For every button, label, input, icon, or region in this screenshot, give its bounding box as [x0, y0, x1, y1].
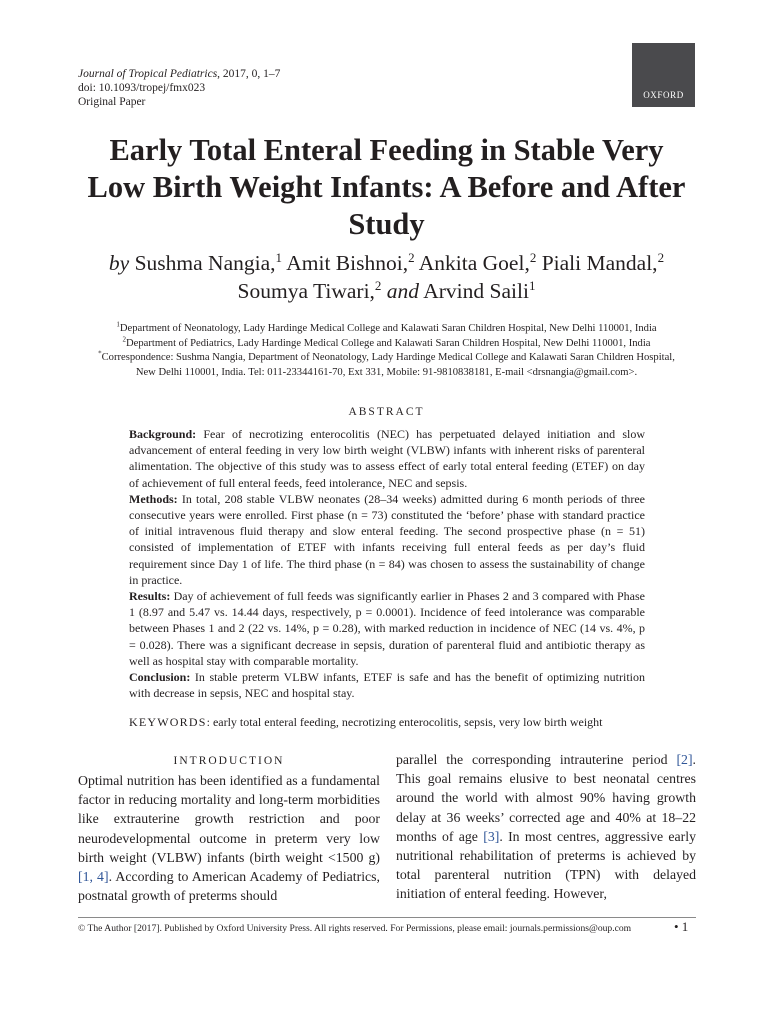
author-affil-sup: 2	[529, 249, 537, 265]
keywords-text: : early total enteral feeding, necrotizing enterocolitis, sepsis, very low birth weight	[206, 715, 603, 729]
affiliation-sup: 1	[116, 320, 120, 329]
journal-volume: , 2017, 0, 1–7	[217, 68, 281, 80]
author-name: Piali Mandal,	[536, 251, 658, 275]
abstract-conclusion	[129, 669, 645, 701]
abstract-body	[129, 426, 645, 701]
keywords	[129, 715, 649, 730]
citation-link[interactable]: [2]	[676, 752, 693, 767]
author-name: Amit Bishnoi,	[282, 251, 409, 275]
affiliation-text: Department of Pediatrics, Lady Hardinge Medical College and Kalawati Saran Children Hospital, New Delhi 110001, India	[126, 337, 651, 349]
copyright-notice: © The Author [2017]. Published by Oxford University Press. All rights reserved. For Permissions, please email: journals.permissions@oup.com	[78, 923, 632, 934]
citation-link[interactable]: [1, 4]	[78, 869, 109, 885]
keywords-label: KEYWORDS	[129, 715, 207, 729]
abstract-heading: ABSTRACT	[348, 406, 425, 418]
author-and: and	[386, 279, 420, 303]
author-name: Soumya Tiwari,	[237, 279, 375, 303]
body-column-left	[78, 771, 380, 905]
author-list	[78, 249, 695, 305]
affiliation-text: Department of Neonatology, Lady Hardinge Medical College and Kalawati Saran Children Hospital, New Delhi 110001, India	[119, 323, 657, 334]
journal-meta	[78, 67, 280, 109]
author-name: Sushma Nangia,	[134, 251, 276, 275]
author-affil-sup: 2	[374, 277, 382, 293]
journal-citation	[78, 67, 280, 81]
author-affil-sup: 1	[275, 249, 283, 265]
body-text: . According to American Academy of Pediatrics, postnatal growth of preterms should	[78, 869, 380, 904]
journal-name: Journal of Tropical Pediatrics	[78, 68, 218, 80]
body-paragraph	[78, 771, 380, 905]
affiliation-2	[95, 334, 678, 352]
author-name: Arvind Saili	[419, 279, 529, 303]
abstract-results	[129, 588, 645, 669]
introduction-heading: INTRODUCTION	[173, 755, 285, 767]
correspondence-text: Correspondence: Sushma Nangia, Department of Neonatology, Lady Hardinge Medical College and Kalawati Saran Children Hospital, New Delhi 110001, India. Tel: 011-23344161-70, Ext 331, Mobile: 91-9810838181, E-mail <drsnangia@gmail.com>.	[101, 352, 675, 378]
abstract-section-text: Fear of necrotizing enterocolitis (NEC) has perpetuated delayed initiation and slow advancement of enteral feeding in very low birth weight (VLBW) infants with inherent risks of parenteral alimentation. The objective of this study was to assess effect of early total enteral feeding (ETEF) on day of achievement of full enteral feeds, feed intolerance, NEC and sepsis.	[129, 427, 645, 490]
abstract-section-label: Conclusion:	[129, 670, 191, 685]
publisher-logo-text: OXFORD	[643, 90, 684, 100]
abstract-background	[129, 426, 645, 491]
author-name: Ankita Goel,	[414, 251, 530, 275]
doi: doi: 10.1093/tropej/fmx023	[78, 82, 206, 94]
body-text: . In most centres, aggressive early nutritional rehabilitation of preterms is achieved by total parenteral nutrition (TPN) with delayed initiation of enteral feeding. However,	[396, 828, 696, 902]
author-affil-sup: 2	[657, 249, 665, 265]
affiliation-sup: 2	[122, 334, 127, 343]
page-number: • 1	[674, 919, 689, 934]
paper-title: Early Total Enteral Feeding in Stable Very Low Birth Weight Infants: A Before and After Study	[87, 133, 686, 241]
author-line-2	[78, 277, 695, 305]
abstract-section-text: Day of achievement of full feeds was significantly earlier in Phases 2 and 3 compared with Phase 1 (8.97 and 5.47 vs. 14.44 days, respectively, p = 0.0001). Incidence of feed intolerance was comparable between Phases 1 and 2 (22 vs. 14%, p = 0.28), with marked reduction in incidence of NEC (14 vs. 4%, p = 0.028). There was a significant decrease in sepsis, duration of parenteral fluid and antibiotic therapy as well as hospital stay with comparable mortality.	[129, 589, 645, 668]
citation-link[interactable]: [3]	[483, 828, 500, 844]
affiliation-1	[95, 322, 678, 337]
author-by: by	[108, 251, 130, 275]
footer-divider	[78, 917, 696, 918]
body-column-right	[396, 750, 696, 904]
publisher-logo	[632, 43, 695, 107]
body-paragraph	[396, 750, 696, 904]
body-text: . This goal remains elusive to best neonatal centres around the world with almost 90% having growth delay at 36 weeks’ corrected age and 40% at 18–22 months of age	[396, 752, 696, 844]
correspondence-sup: *	[98, 349, 102, 358]
abstract-section-text: In stable preterm VLBW infants, ETEF is safe and has the benefit of optimizing nutrition with decrease in sepsis, NEC and hospital stay.	[129, 670, 645, 701]
abstract-section-label: Results:	[129, 589, 171, 604]
author-affil-sup: 1	[528, 277, 536, 293]
correspondence	[95, 351, 678, 380]
abstract-section-text: In total, 208 stable VLBW neonates (28–34 weeks) admitted during 6 month periods of three consecutive years were enrolled. First phase (n = 73) constituted the ‘before’ phase with standard practice of initial intravenous fluid therapy and slow enteral feeding. The second prospective phase (n = 51) consisted of implementation of ETEF with infants receiving full enteral feeds as per day’s fluid requirement since Day 1 of life. The third phase (n = 84) was chosen to assess the sustainability of change in practice.	[129, 491, 645, 587]
affiliations	[95, 322, 678, 380]
author-affil-sup: 2	[408, 249, 415, 265]
author-line-1	[78, 249, 695, 277]
abstract-section-label: Methods:	[129, 491, 178, 506]
abstract-methods	[129, 491, 645, 588]
body-text: Optimal nutrition has been identified as a fundamental factor in reducing mortality and long-term morbidities like extrauterine growth restriction and poor neurodevelopmental outcome in preterm very low birth weight (VLBW) infants (birth weight <1500 g)	[78, 773, 380, 865]
paper-type: Original Paper	[78, 96, 146, 108]
body-text: parallel the corresponding intrauterine period	[396, 752, 677, 767]
abstract-section-label: Background:	[129, 427, 197, 441]
